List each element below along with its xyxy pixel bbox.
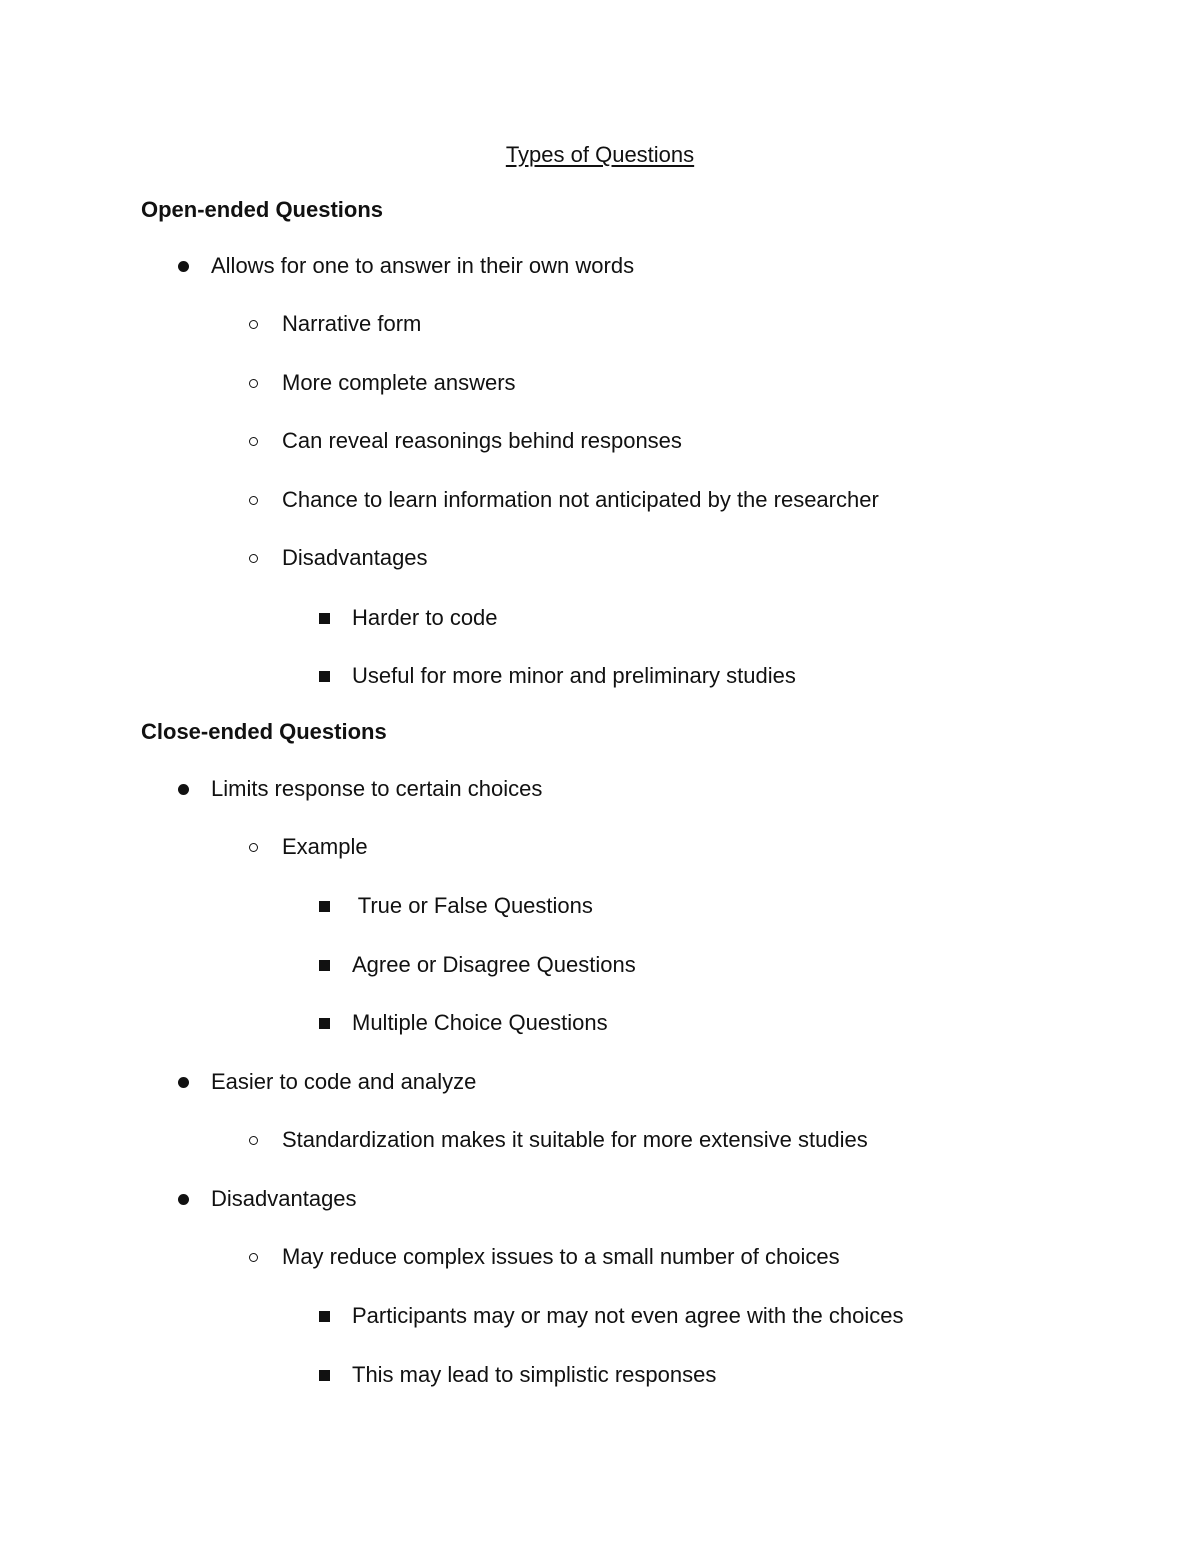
list-item: Standardization makes it suitable for more extensive studies	[0, 1126, 1200, 1154]
list-item: Useful for more minor and preliminary studies	[0, 662, 1200, 690]
hollow-circle-bullet-icon	[249, 554, 258, 563]
filled-circle-bullet-icon	[178, 1194, 189, 1205]
square-bullet-icon	[319, 1370, 330, 1381]
square-bullet-icon	[319, 613, 330, 624]
filled-circle-bullet-icon	[178, 1077, 189, 1088]
list-item: Agree or Disagree Questions	[0, 951, 1200, 979]
document-title: Types of Questions	[505, 142, 695, 167]
list-item: Easier to code and analyze	[0, 1068, 1200, 1096]
filled-circle-bullet-icon	[178, 261, 189, 272]
filled-circle-bullet-icon	[178, 784, 189, 795]
hollow-circle-bullet-icon	[249, 1136, 258, 1145]
list-item: More complete answers	[0, 369, 1200, 397]
list-item: Example	[0, 833, 1200, 861]
list-item: Allows for one to answer in their own words	[0, 252, 1200, 280]
square-bullet-icon	[319, 960, 330, 971]
list-item: Disadvantages	[0, 1185, 1200, 1213]
list-item: Can reveal reasonings behind responses	[0, 427, 1200, 455]
square-bullet-icon	[319, 1311, 330, 1322]
hollow-circle-bullet-icon	[249, 320, 258, 329]
list-item: Multiple Choice Questions	[0, 1009, 1200, 1037]
list-item: May reduce complex issues to a small number of choices	[0, 1243, 1200, 1271]
hollow-circle-bullet-icon	[249, 379, 258, 388]
list-item: This may lead to simplistic responses	[0, 1361, 1200, 1389]
list-item: True or False Questions	[0, 892, 1200, 920]
hollow-circle-bullet-icon	[249, 843, 258, 852]
square-bullet-icon	[319, 1018, 330, 1029]
square-bullet-icon	[319, 671, 330, 682]
hollow-circle-bullet-icon	[249, 437, 258, 446]
list-item: Participants may or may not even agree with the choices	[0, 1302, 1200, 1330]
hollow-circle-bullet-icon	[249, 496, 258, 505]
hollow-circle-bullet-icon	[249, 1253, 258, 1262]
list-item: Narrative form	[0, 310, 1200, 338]
list-item: Chance to learn information not anticipated by the researcher	[0, 486, 1200, 514]
square-bullet-icon	[319, 901, 330, 912]
list-item: Harder to code	[0, 604, 1200, 632]
list-item: Limits response to certain choices	[0, 775, 1200, 803]
section-heading-open-ended: Open-ended Questions	[141, 197, 384, 222]
list-item: Disadvantages	[0, 544, 1200, 572]
section-heading-close-ended: Close-ended Questions	[141, 719, 387, 744]
